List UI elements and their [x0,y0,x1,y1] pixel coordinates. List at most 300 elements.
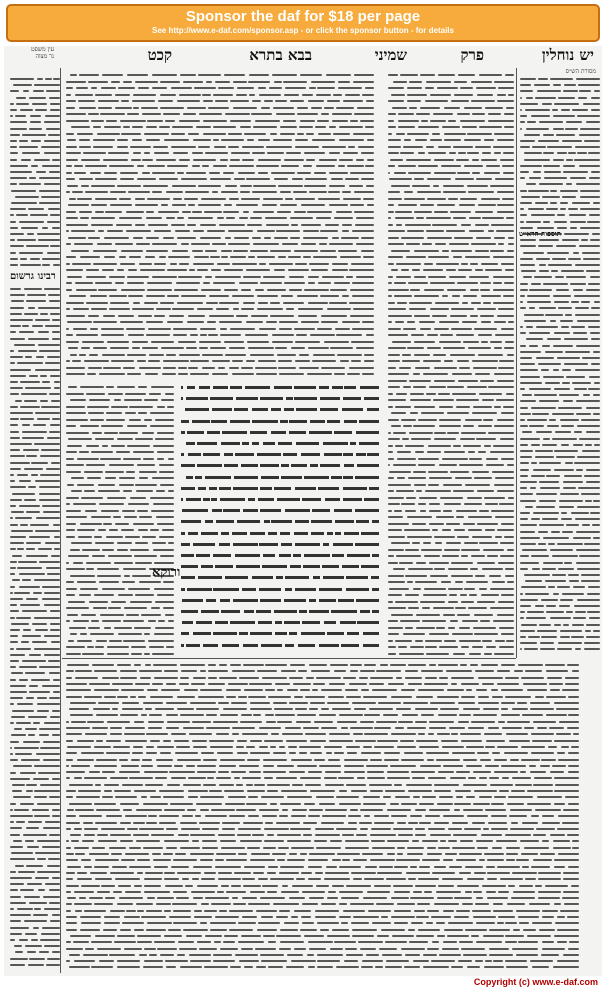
text-line [11,530,33,532]
text-line [494,771,518,773]
text-line [488,822,508,824]
text-line [494,796,506,798]
text-line [471,302,482,304]
text-line [342,408,363,411]
text-line [436,922,445,924]
text-line [199,113,222,115]
text-line [442,746,465,748]
text-line [39,350,60,352]
text-line [277,721,292,723]
text-line [447,432,458,434]
text-line [52,951,60,953]
text-line [10,177,27,179]
text-line [388,653,396,655]
text-line [303,822,318,824]
text-line [195,476,202,479]
text-line [397,847,404,849]
text-line [549,419,556,421]
text-line [557,214,566,216]
text-line [310,420,325,423]
text-line [388,516,403,518]
text-line [388,100,404,102]
text-line [230,120,251,122]
text-line [107,653,129,655]
text-line [277,834,301,836]
text-line [330,664,347,666]
text-line [42,927,60,929]
text-line [84,910,107,912]
text-line [342,295,349,297]
text-line [388,490,394,492]
text-line [252,408,268,411]
text-line [131,653,141,655]
text-line [457,536,469,538]
text-line [148,815,156,817]
text-line [468,529,481,531]
text-line [135,204,159,206]
text-line [523,929,536,931]
text-line [401,237,424,239]
text-line [188,453,202,456]
text-line [520,636,526,638]
text-line [93,607,107,609]
text-line [160,94,176,96]
text-line [127,828,138,830]
text-line [538,140,559,142]
text-line [51,462,60,464]
text-line [101,510,119,512]
text-line [126,910,135,912]
text-line [122,702,140,704]
text-line [259,263,265,265]
text-line [281,543,292,546]
text-line [297,714,316,716]
text-line [167,784,181,786]
text-line [485,746,494,748]
text-line [179,159,190,161]
text-line [206,81,212,83]
text-line [119,897,143,899]
text-line [342,321,360,323]
text-line [521,746,544,748]
text-line [388,172,390,174]
text-line [14,809,29,811]
text-line [81,885,99,887]
text-line [321,315,347,317]
text-line [541,369,549,371]
text-line [270,315,294,317]
text-line [264,740,283,742]
text-line [178,276,201,278]
text-line [520,481,537,483]
text-line [168,929,181,931]
text-line [188,777,206,779]
text-line [543,438,550,440]
text-line [67,809,74,811]
text-line [111,406,128,408]
text-line [144,960,162,962]
text-line [22,635,41,637]
text-line [124,607,147,609]
text-line [159,790,184,792]
text-line [509,815,527,817]
text-line [239,632,249,635]
text-line [520,599,538,601]
text-line [506,853,518,855]
text-line [390,803,399,805]
text-line [40,455,60,457]
text-line [163,740,171,742]
text-line [204,872,215,874]
text-line [320,230,338,232]
text-line [37,703,60,705]
text-line [431,960,455,962]
text-line [224,341,244,343]
text-line [405,510,417,512]
text-line [81,347,90,349]
text-line [557,929,579,931]
text-line [542,103,552,105]
text-line [152,191,162,193]
text-line [262,815,277,817]
text-line [339,891,363,893]
text-line [215,916,239,918]
text-line [346,954,363,956]
text-line [134,555,157,557]
text-line [520,109,522,111]
text-line [252,237,261,239]
text-line [238,172,255,174]
text-line [281,295,293,297]
text-line [454,237,473,239]
text-line [464,503,482,505]
text-line [231,885,241,887]
text-line [388,315,412,317]
text-line [66,853,74,855]
text-line [243,885,261,887]
sponsor-subtitle[interactable]: See http://www.e-daf.com/sponsor.asp - or click the sponsor button - for details [152,26,454,35]
text-line [39,951,48,953]
text-line [477,752,489,754]
text-line [354,211,374,213]
text-line [360,948,375,950]
text-line [388,139,401,141]
text-line [198,696,223,698]
text-line [374,815,389,817]
text-line [164,872,174,874]
text-line [317,960,340,962]
text-line [186,765,195,767]
text-line [444,451,464,453]
text-line [70,834,81,836]
text-line [36,517,60,519]
text-line [138,386,147,388]
text-line [242,588,255,591]
text-line [27,294,46,296]
text-line [49,889,60,891]
text-line [346,588,369,591]
text-line [229,815,245,817]
text-line [396,276,411,278]
text-line [281,670,296,672]
text-line [10,889,18,891]
text-line [144,878,163,880]
text-line [543,283,568,285]
text-line [405,670,419,672]
text-line [23,741,40,743]
text-line [350,172,374,174]
text-line [486,866,495,868]
text-line [573,586,585,588]
text-line [243,302,255,304]
text-line [302,621,320,624]
text-line [66,891,71,893]
text-line [582,252,600,254]
text-line [320,295,338,297]
text-line [388,217,391,219]
text-line [84,696,102,698]
text-line [183,727,204,729]
text-line [66,451,77,453]
text-line [417,191,441,193]
text-line [477,523,498,525]
text-line [495,516,514,518]
text-line [123,126,130,128]
text-line [179,120,200,122]
text-line [252,834,263,836]
text-line [146,929,166,931]
text-line [302,94,313,96]
text-line [102,796,113,798]
text-line [336,796,359,798]
text-line [10,604,17,606]
text-line [84,490,95,492]
text-line [539,270,549,272]
text-line [500,542,514,544]
text-line [89,853,109,855]
text-line [42,165,60,167]
text-line [560,599,573,601]
text-line [308,815,320,817]
text-line [586,636,600,638]
text-line [443,510,452,512]
text-line [99,373,124,375]
text-line [429,633,450,635]
text-line [110,910,124,912]
text-line [115,796,137,798]
text-line [10,542,24,544]
text-line [333,543,353,546]
text-line [520,413,531,415]
text-line [157,432,174,434]
text-line [591,338,600,340]
text-line [363,632,379,635]
text-line [197,765,217,767]
text-line [224,935,239,937]
text-line [213,165,227,167]
text-line [305,696,325,698]
text-line [110,302,129,304]
text-line [119,432,138,434]
text-line [352,230,374,232]
text-line [205,815,227,817]
text-line [554,740,579,742]
text-line [146,910,162,912]
text-line [14,592,29,594]
text-line [518,941,538,943]
text-line [571,746,579,748]
text-line [220,840,236,842]
text-line [314,172,327,174]
text-line [292,809,307,811]
text-line [332,929,349,931]
text-line [52,418,60,420]
text-line [117,696,127,698]
text-line [284,408,294,411]
text-line [434,367,458,369]
text-line [250,431,268,434]
text-line [452,373,472,375]
text-line [201,878,215,880]
text-line [86,269,99,271]
text-line [243,822,263,824]
text-line [222,431,247,434]
text-line [73,503,96,505]
text-line [463,341,479,343]
text-line [152,172,175,174]
text-line [421,670,443,672]
text-line [558,97,575,99]
text-line [86,568,94,570]
text-line [549,683,563,685]
text-line [309,664,327,666]
text-line [554,790,579,792]
text-line [482,568,503,570]
text-line [218,87,234,89]
text-line [132,100,156,102]
text-line [30,121,41,123]
text-line [497,191,514,193]
text-line [561,109,570,111]
text-line [91,87,97,89]
text-line [10,902,26,904]
text-line [296,408,317,411]
text-line [313,256,337,258]
text-line [224,289,238,291]
text-line [143,803,168,805]
text-line [365,126,374,128]
chapter-number: שמיני [374,46,407,64]
text-line [197,464,222,467]
text-line [439,464,457,466]
text-line [104,432,117,434]
text-line [10,146,17,148]
text-line [308,966,315,968]
text-line [120,714,138,716]
text-line [480,289,490,291]
text-line [69,954,80,956]
text-line [151,386,174,388]
text-line [415,809,427,811]
text-line [166,847,177,849]
text-line [520,425,528,427]
text-line [298,315,318,317]
text-line [533,859,552,861]
text-line [80,256,100,258]
sponsor-banner[interactable] [6,4,600,42]
text-line [209,315,234,317]
text-line [497,380,514,382]
text-line [430,575,448,577]
text-line [22,134,46,136]
text-line [50,920,60,922]
text-line [557,648,572,650]
text-line [415,367,430,369]
text-line [276,822,300,824]
text-line [499,627,514,629]
text-line [423,954,437,956]
text-line [137,165,145,167]
text-line [407,581,413,583]
text-line [468,516,491,518]
text-line [401,503,415,505]
text-line [357,621,379,624]
text-line [124,399,142,401]
text-line [541,759,556,761]
text-line [287,859,305,861]
text-line [557,586,570,588]
text-line [529,177,541,179]
text-line [388,477,394,479]
text-line [442,529,451,531]
text-line [124,733,144,735]
text-line [367,139,374,141]
text-line [215,866,240,868]
text-line [28,307,35,309]
text-line [135,438,153,440]
text-line [448,840,456,842]
text-line [232,263,258,265]
text-line [498,243,504,245]
text-line [281,476,302,479]
text-line [308,282,315,284]
text-line [10,264,18,266]
text-line [268,696,291,698]
text-line [308,347,328,349]
text-line [484,445,491,447]
text-line [83,954,108,956]
text-line [235,954,258,956]
text-line [334,941,355,943]
text-line [461,601,475,603]
text-line [587,611,600,613]
text-line [407,727,426,729]
text-line [68,601,85,603]
text-line [113,746,130,748]
text-line [91,516,112,518]
text-line [439,677,448,679]
text-line [309,431,332,434]
text-line [36,753,60,755]
text-line [312,139,336,141]
text-line [347,632,359,635]
text-line [535,202,548,204]
text-line [414,178,424,180]
text-line [439,796,453,798]
text-line [95,198,117,200]
text-line [225,354,247,356]
text-line [133,451,154,453]
